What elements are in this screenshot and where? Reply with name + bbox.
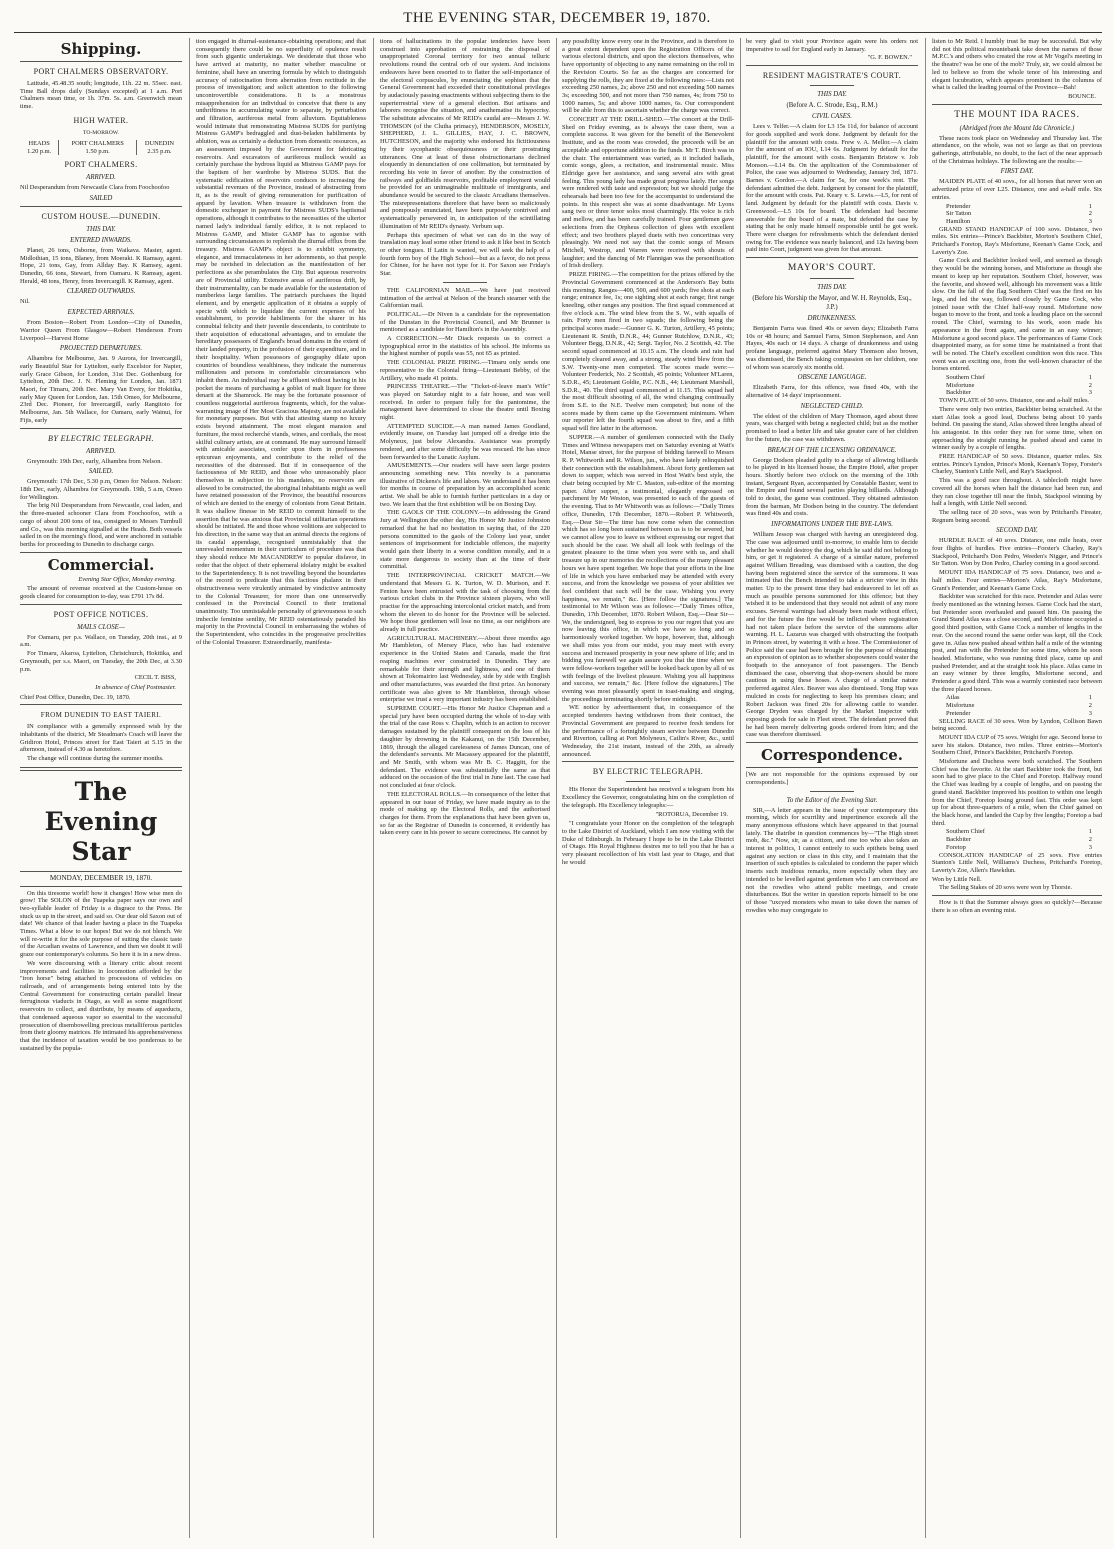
obscene-label: OBSCENE LANGUAGE.	[797, 374, 867, 382]
custom-house-heading: CUSTOM HOUSE.—DUNEDIN.	[41, 211, 161, 221]
races-text: This was a good race throughout. A tablecloth might have covered all the horses when half the distance had been run, and they ran close together till near the finish, Stackpool winning by half a length, with Little Nell second.	[932, 477, 1102, 508]
news-paragraph: POLITICAL.—Dr Niven is a candidate for the representation of the Dunstan in the Provincial Council, and Mr Brunner is mentioned as a candidate for Hamilton's in the Assembly.	[380, 310, 550, 334]
breach-label: BREACH OF THE LICENSING ORDINANCE.	[767, 446, 897, 454]
leader-paragraph: On this tiresome world! how it changes! How wise men do grow! The SOLON of the Tuapeka paper says our own and two-syllable leader of Friday is a disgrace to the Press. He stuck us up in the street, and said so. Our dear old Saxon out of date! We chance of that leader having a place in the Tuapeka Times. What a blow to our hopes! But we do not blench. We will re-write it for the sole purpose of suiting the classic taste of the Arcadian swains of Lawrence, and then we doubt it will graze our contemporary's columns. So here it is in a new dress.	[20, 889, 182, 959]
news-paragraph: THE CALIFORNIAN MAIL.—We have just received intimation of the arrival at Nelson of the branch steamer with the Californian mail.	[380, 286, 550, 310]
result-row	[932, 218, 1102, 226]
column-5	[746, 38, 918, 1538]
rule	[20, 871, 182, 872]
column-divider	[925, 38, 926, 1538]
news-paragraph: AGRICULTURAL MACHINERY.—About three months ago Mr Hambleton, of Mersey Place, who has had extensive experience in the United States and Canada, made the first reaping machines ever constructed in Dunedin. They are remarkable for their strength and lightness, and one of them shown at Tokomairiro last Wednesday, side by side with English and other manufactures, was awarded the first prize. An honorary certificate was also given to Mr Hambleton, through whose enterprise we trust a very important industry has been established.	[380, 634, 550, 704]
leader-paragraph: We were discoursing with a literary critic about recent improvements and facilities in locomotion afforded by the "iron horse" being attached to processions of vehicles on railroads, and of arrangements being entered into by the Central Government for constructing certain parallel linear ferruginous viaducts in Otago, as well as some magnificent reservoirs to collect, and distribute, by means of aqueducts, that condensed aqueous vapor so essential to the successful prosecution of disembowelling precious metalliferous particles from their gloomy matrices. He intimated his apprehensiveness that the incidence of taxation would be too ponderous to be sustained by the popula-	[20, 959, 182, 1052]
second-day-label: SECOND DAY.	[996, 527, 1038, 535]
result-horse: Misfortune	[946, 381, 975, 389]
letter-text: SIR,—A letter appears in the issue of your contemporary this morning, which for scurrility and impertinence exceeds all the many anonymous effusions which have appeared in that journal lately. The diatribe in question commences by—"The High street mob, &c." Now, sir, as a citizen, and one too who also takes an interest in politics, I cannot entirely to such epithets being used against any section or class in this city, and I maintain that the insertion of such epistles is calculated to condemn the paper which inserts such insidious remarks, more especially when they are intended to be levelled against gentlemen who I am convinced are not the rowdies who attend public meetings, and create disturbances. But the writer in question reports himself to be one of those "uxcyed monsters who mean to take down the names of rowdies who may congregate to	[746, 806, 918, 914]
news-paragraph: SUPREME COURT.—His Honor Mr Justice Chapman and a special jury have been occupied during the whole of to-day with the trial of the case Ross v. Chaplin, which is an action to recover damages sustained by the plaintiff consequent on the loss of his daughter by drowning in the Kakanui, on the 15th December, 1869, through the alleged carelessness of James Duncan, one of the defendant's servants. Mr Macassey appeared for the plaintiff, and Mr Smith, with whom was Mr B. C. Haggitt, for the defendant. The evidence was substantially the same as that adduced on the occasion of the first trial in June last. The case had not concluded at four o'clock.	[380, 705, 550, 790]
news-paragraph: THE COLONIAL PRIZE FIRING.—Timaru only sends one representative to the Colonial firing—Lieutenant Bebby, of the Artillery, who made 41 points.	[380, 359, 550, 382]
post-office-heading: POST OFFICE NOTICES.	[53, 609, 149, 619]
result-horse: Southern Chief	[946, 374, 985, 382]
cleared-text: Nil.	[20, 298, 30, 306]
brig-text: The brig Nil Desperandum from Newcastle, coal laden, and the three-masted schooner Clara from Foochoofoo, with a cargo of about 200 tons of tea, consigned to Messrs Turnbull and Co., was this morning signalled at the Heads. Both vessels sailed in on the morning's flood, and were anchored in suitable berths for proceeding to Dunedin to discharge cargo.	[20, 502, 182, 548]
post-signature: In absence of Chief Postmaster.	[95, 683, 176, 691]
rule	[20, 704, 182, 705]
rule	[746, 767, 918, 768]
tide-heading: PORT CHALMERS	[59, 140, 137, 148]
telegraph-heading: BY ELECTRIC TELEGRAPH.	[48, 433, 154, 443]
race-entry: FREE HANDICAP of 50 sovs. Distance, quarter miles. Six entries. Prince's Lyndon, Prince's Monk, Keenan's Topsy, Forster's Charley, Stanton's Little Nell, and Ray's Stackpool.	[932, 453, 1102, 476]
post-signature: CECIL T. BISS,	[134, 674, 176, 682]
races-text: Backbiter was scratched for this race. Pretender and Atlas were freely mentioned as the winning horses. Game Cock had the start, but Pretender soon overhauled and passed him. On passing the Grand Stand Atlas was a close second, and Misfortune occupied a good third position, with Game Cock a number of lengths in the rear. On the second round the same order was kept, till the Cock gave in. Atlas now pushed ahead within half a mile of the winning post, and ran with the Pretender for some time, whom he soon headed. Misfortune, who was running third place, came up and pushed Pretender, and at the straight took his place. Atlas came in an easy winner by three lengths, Misfortune second, and Pretender a good third. This was a warmly contested race between the three placed horses.	[932, 593, 1102, 693]
result-row	[932, 210, 1102, 218]
news-paragraph: PRINCESS THEATRE.—The "Ticket-of-leave man's Wife" was played on Saturday night to a fair house, and was well received. In order to prepare fully for the pantomime, the management have determined to close the theatre until Boxing night.	[380, 383, 550, 422]
column-2	[196, 38, 366, 1538]
news-paragraph: THE GAOLS OF THE COLONY.—In addressing the Grand Jury at Wellington the other day, His Honor Mr Justice Johnston remarked that he had no hesitation in saying that, of the 220 persons committed to the gaols of the Colony last year, under sentences of imprisonment for indictable offences, the majority would gain their liberty in a worse condition morally, and in a state more dangerous to society than at the time of their committal.	[380, 509, 550, 571]
races-text: Misfortune and Duchess were both scratched. The Southern Chief was the favorite. At the start Backbiter took the front, but soon had to give place to the Chief and Foretop. Halfway round the Chief was leading by a couple of lengths, and on passing the grand stand. Backbiter improved his position to within one length from the Chief, Foretop losing ground fast. This order was kept up for about three-quarters of a mile, when the Chief gained on the black horse, and landed the Cup by five lengths; Foretop a bad third.	[932, 758, 1102, 827]
result-place: 2	[1088, 836, 1092, 844]
result-horse: Foretop	[946, 843, 966, 851]
result-horse: Backbiter	[946, 389, 971, 397]
taieri-text: The change will continue during the summer months.	[27, 755, 164, 763]
correspondence-note: [We are not responsible for the opinions expressed by our correspondents.]	[746, 771, 918, 786]
telegraph-heading: BY ELECTRIC TELEGRAPH.	[592, 767, 704, 777]
masthead-rule	[14, 32, 1102, 33]
court-text: Elizabeth Farra, for this offence, was fined 40s, with the alternative of 14 days' imprisonment.	[746, 384, 918, 399]
result-row	[932, 710, 1102, 718]
results-list	[932, 694, 1102, 717]
races-text: These races took place on Wednesday and Thursday last. The attendance, on the whole, was not so large as that on previous gatherings, attributable, no doubt, to the fact of the near approach of the Christmas holidays. The following are the results:—	[932, 134, 1102, 165]
rule	[20, 767, 182, 771]
short-rule	[810, 278, 854, 279]
result-row	[932, 203, 1102, 211]
rm-day-label: THIS DAY.	[817, 91, 847, 99]
result-horse: Atlas	[946, 694, 960, 702]
column-3	[380, 38, 550, 1538]
news-paragraph: Perhaps this specimen of what we can do in the way of translation may lead some other friend to ask it like best in Scotch or other tongues. If Latin is wanted, we will seek the help of a fourth form boy of the High School—but as a favor, do not press for Chinee, for he have not type for it. For Saxon see Friday's Star.	[380, 231, 550, 278]
result-row	[932, 374, 1102, 382]
bye-laws-label: INFORMATIONS UNDER THE BYE-LAWS.	[771, 521, 893, 529]
tel-sailed-label: SAILED.	[88, 468, 114, 476]
result-horse: Hamilton	[946, 217, 971, 225]
post-text: For Oamaru, per p.s. Wallace, on Tuesday, 20th inst., at 9 a.m.	[20, 633, 182, 649]
race-entry: The Selling Stakes of 20 sovs were won by Thorsie.	[939, 884, 1073, 892]
court-text: George Dodson pleaded guilty to a charge of allowing billiards to be played in his licensed house, the Empire Hotel, after proper hours. Shortly before two o'clock on the morning of the 10th instant, Sergeant Ryan, accompanied by Constable Baxter, went to the Empire and found several parties playing billiards. Although told to desist, the game was continued. They obtained admission from the barman, Mr Dodson being in the country. The defendant was fined 40s and costs.	[746, 456, 918, 518]
paper-title: The Evening Star	[44, 776, 158, 866]
projected-text: Alhambra for Melbourne, Jan. 9 Aurora, for Invercargill, early Beautiful Star for Lyttelton, early Excelsior for Napier, early Grace Gibson, for London, 31st Dec. Gothenburg for Lyttelton, 20th Dec. J. N. Fleming for London, Jan. 1871 Maori, for Timaru, 20th Dec. Mary Van Every, for Hokitika, early May Queen for London, Jan. 15th Omeo, for Melbourne, 23rd Dec. Pioneer, for Invercargill, early Rangitoto for Melbourne, Jan. 5th Wallace, for Oamaru, early Wainui, for Fijis, early	[20, 355, 182, 424]
news-paragraph: THE INTERPROVINCIAL CRICKET MATCH.—We understand that Messrs G. K. Turton, W. D. Murison, and F. Fenton have been entrusted with the task of choosing from the various cricket clubs in the Province sixteen players, who will practise for the approaching intercolonial cricket match, and from whom the eleven to do honor for the Province will be selected. We hope those gentlemen will lose no time, as our neighbors are already in full practice.	[380, 572, 550, 634]
mails-close-label: MAILS CLOSE—	[77, 623, 125, 631]
news-paragraph: A CORRECTION.—Mr Diack requests us to correct a typographical error in the statistics of his school. He informs us the highest number of pupils was 55, not 65 as printed.	[380, 335, 550, 358]
leader-continued: tions of hallucinations in the popular tendencies have been construed into approbation of restraining the disposal of unappropriated Coronal territory for two annual telluric revolutions round the central orb of our system. And incisions endeavors have been resorted to to flatter the self-importance of the electoral corpuscules, by enunciating the sophism that the General Government had exceeded their constitutional privileges by audaciously passing enactments without subjecting them to the superterrestrial view of a general election. But artisans and laborers recognise the situation, and anathematise its hypocrisy. The substitute advocates of Mr REID's caudal are—Messrs J. W. THOMSON (of the Clutha primacy), HENDERSON, MOSELY, SHEPHERD, J. L. GILLIES, HAY, J. C. BROWN, HUTCHESON, and the majority who endorsed his fictitiousness by their sycophantic obsequiousness or their prostrating utterances. One at least of these obstructionarians declined eloquently in denunciation of one collimation, but terminated by recording his vote in favor of another. By the construction of railways and goldfields reservoirs, profitable employment would be provided for an unimaginable multitude of immigrants, and abundance would be secured to the classic Arcadians themselves. The misrepresentations therefore that have been so maliciously and pompously enunciated, have been purposely contrived and systematically persevered in, in anticipation of the scintillating illumination of Mr REID's dynasty. Verbum sap.	[380, 38, 550, 230]
expected-text: From Boston—Robert From London—City of Dunedin, Warrior Queen From Glasgow—Robert Henderson From Liverpool—Harvest Home	[20, 319, 182, 342]
tide-heading: HEADS	[28, 139, 50, 147]
news-paragraph: THE ELECTORAL ROLLS.—In consequence of the letter that appeared in our issue of Friday, we have made inquiry as to the mode of making up the Electoral Rolls, and the authorised charges for them. From the explanations that have been given us, so far as the Registrar of Dunedin is concerned, it evidently has taken every care in his power to secure correctness. He cannot by	[380, 790, 550, 837]
result-place: 3	[1088, 709, 1092, 717]
result-place: 3	[1088, 389, 1092, 397]
rule	[746, 65, 918, 66]
result-horse: Pretender	[946, 202, 971, 210]
letter-text: listen to Mr Reid. I humbly trust he may be successful. But why did not this political mountebank take down the names of those M.P.C.'s and others who created the row at Mr Vogel's meeting in the theatre? was he one of the mob? Truly, sir, we could almost be led to believe so from the whole tenor of his interesting and elegant lucubration, which appears prominent in the columns of what is called the leading journal of the Province—Bah!	[932, 38, 1102, 92]
commercial-date: Evening Star Office, Monday evening.	[78, 575, 176, 583]
post-text: For Timaru, Akaroa, Lyttelton, Christchurch, Hokitika, and Greymouth, per s.s. Maori, on Tuesday, the 20th Dec, at 3.30 p.m.	[20, 650, 182, 673]
tide-time: 2.35 p.m.	[136, 148, 182, 156]
court-text: Benjamin Farra was fined 40s or seven days; Elizabeth Farra 10s or 48 hours; and Samuel Farra, Simon Stephenson, and Ann Hayes, 40s each or 14 days. A charge of drunkenness and using profane language, preferred against Mary Thomson also brown, was dismissed, the Bench taking compassion on her children, one of whom was scarcely six months old.	[746, 325, 918, 371]
result-place: 3	[1088, 217, 1092, 225]
race-entry: GRAND STAND HANDICAP of 100 sovs. Distance, two miles. Six entries—Prince's Backbiter, Morton's Southern Chief, Pritchard's Foretop, Ray's Misfortune, Keenan's Game Cock, and Laverty's Zoe.	[932, 225, 1102, 256]
news-paragraph: WE notice by advertisement that, in consequence of the accepted tenderers having withdrawn from their contract, the Provincial Government are prepared to receive fresh tenders for the performance of a fortnightly steam service between Dunedin and Riverton, calling at Port Molyneux, Catlin's River, &c., until Wednesday, the 21st instant, instead of the 20th, as already announced.	[562, 704, 734, 758]
race-entry: MOUNT IDA HANDICAP of 75 sovs. Distance, two and a-half miles. Four entries—Morton's Atlas, Ray's Misfortune, Grant's Pretender, and Keenan's Game Cock.	[932, 569, 1102, 592]
tide-time: 1.50 p.m.	[59, 148, 137, 156]
result-row	[932, 702, 1102, 710]
tel-arrived-text: Greymouth: 19th Dec, early, Alhambra from Nelson.	[27, 457, 162, 465]
entered-inwards-text: Planet, 26 tons, Osborne, from Waikava. Master, agent. Midlothian, 15 tons, Blaney, from Moeraki. K Ramsay, agent. Hope, 21 tons, Gay, from Allday Bay. K Ramsey, agent. Dunedin, 66 tons, Stewart, from Oamaru. K Ramsay, agent. Herald, 48 tons, Henry, from Invercargill. K Ramsay, agent.	[20, 246, 182, 285]
rule	[746, 257, 918, 258]
commercial-heading: Commercial.	[47, 555, 155, 574]
race-entry: MOUNT IDA CUP of 75 sovs. Weight for age. Second horse to save his stakes. Distance, two miles. Three entries—Morton's Southern Chief, Prince's Backbiter, Pritchard's Foretop.	[932, 733, 1102, 757]
court-text: The eldest of the children of Mary Thomson, aged about three years, was charged with being a neglected child; but as the mother promised to lead a better life and take greater care of her children for the future, the case was withdrawn.	[746, 412, 918, 443]
column-4	[562, 38, 734, 1538]
taieri-heading: FROM DUNEDIN TO EAST TAIERI.	[40, 711, 162, 720]
cleared-outwards-label: CLEARED OUTWARDS.	[66, 288, 136, 296]
telegram-dateline: "ROTORUA, December 19.	[655, 810, 728, 818]
court-text: William Jessop was charged with having an unregistered dog. The case was adjourned until to-morrow, to enable him to decide whether he would destroy the dog, which he said did not belong to him, or get it registered. A charge of a similar nature, preferred against William Breading, was dismissed with a caution, the dog having been registered since the service of the summons. It was intimated that the Bench intended to take a stricter view in this matter. Up to the present time they had endeavored to let off as much as possible persons summoned for this offence; but they wished it to be understood that they would not admit of any more excuses. Several warnings had already been made without effect, and for the future the fine would be inflicted where registration had not taken place before the service of the summons after warning. H. L. Lazarus was charged with obstructing the footpath in Princes street, by watering it with a hose. The Commissioner of Police said the case had been brought for the purpose of obtaining an expression of opinion as to whether shopowners could water the footpath to the annoyance of foot passengers. The Bench dismissed the case, observing that shop-owners should be more cautious in using these hoses. A charge of a similar nature preferred against Alex. Beaver was also dismissed. Tong Hup was mulcted in costs for neglecting to keep his premises clean; and Robert Jackson was fined 20s for allowing cattle to wander. George Dryden was charged by the Market Inspector with exposing goods for sale in Fleet street. The defendant proved that he had been merely delivering goods ordered from him; and the case was therefore dismissed.	[746, 531, 918, 739]
this-day-label: THIS DAY.	[86, 225, 116, 233]
race-entry: TOWN PLATE of 50 sovs. Distance, one and a-half miles.	[939, 397, 1090, 405]
rule	[932, 895, 1102, 896]
rule	[20, 206, 182, 207]
races-text: There were only two entries, Backbiter being scratched. At the start Atlas took a good lead, Duchess being about 10 yards behind. On passing the stand, Atlas showed three lengths ahead of his antagonist. In this order they ran for some time, when on approaching the straight running he pushed ahead and came in winner easily by a couple of lengths.	[932, 405, 1102, 452]
result-place: 2	[1088, 702, 1092, 710]
mc-before: (Before his Worship the Mayor, and W. H. Reynolds, Esq., J.P.)	[752, 295, 912, 312]
race-entry: HURDLE RACE of 40 sovs. Distance, one mile heats, over four flights of hurdles. Five entries—Forster's Charley, Ray's Stackpool, Pritchard's Don Pedro, Weeden's Nigger, and Prince's Sir Tatton. Won by Don Pedro, Charley coming in a good second.	[932, 537, 1102, 568]
result-horse: Southern Chief	[946, 828, 985, 836]
leader-continued: tion engaged in diurnal-sustenance-obtaining operations; and that consequently there could be no superfluity of opulence result from such gigantic undertakings. We desiderate that those who have arrived at maturity, no matter whether masculine or feminine, shall have an unerring formula by which to distinguish accuracy of ratiocination from aberration from rectitude in the process of investigation; and solicit attention to the following uncontrovertible considerations. It is a monstrous misapprehension for an individual to conceive that there is any unthriftiness in accumulating water to separate, by perturbation and filtration, auriferous metal from alluvium. Equitableness would intimate that remonstrating Mistress SUDS for purifying Mistress GAMP's bedraggled and dust-beladen habiliments by ablution, was as certainly a deduction from domestic resources, as an assessment imposed by the Government for fabricating reservoirs. And excavators of auriferous mullock would as certainly purchase the hydrous liquid as Mistress GAMP pays for the baptism of her wardrobe by Mistress SUDS. But the systematic edification of reservoirs conduces to increasing the substantial revenues of the Province, instead of abstracting from it, as is the result of giving remuneration for purification of apparel by lavation. When treasure is withdrawn from the domestic exchequer in payment for Mistress SUDS's baptismal operations, although it contributes to the necessities of the ulterior named lady's individual family edifice, it is not replaced to Mistress GAMP, and Mister GAMP has to agonise with surrounding circumstances to replenish the diurnal efflux from the treasury. Mistress GAMP's object is to exhibit symmetry, elegance, and immaculateness in her adornments, so that people may be ravished in delectation as the manifestation of her perfections as she perambulates the City. But aqueous reservoirs are of Provincial utility. Extensive areas of auriferous drift, by their instrumentality, can be made available for the sustentation of numberless large families. The patriarch purchases the liquid element, and by energetic application of it obtains a supply of specie with which to liquidate the current expenses of his establishment, to provide habiliments for the sharer in his connubial felicity and their juvenile descendants, to contribute to their acquisition of educational advantages, and to emulate the hereditary possessors of England's broad domains in the extent of their landed property, in the profusion of their expenditure, and in their hospitality. When possessors of geography dilate upon countries of boundless wealthiness, they indicate the numerous millionaires and persons in comfortable circumstances who inhabit them. An individual may be affluent without having in his pocket the means of purchasing a goblet of malt liquor for three denarii at the Shamrock. He may be the fortunate possessor of countless nuggetorial auriferous fragments, which, for the value-warranting image of Her Most Gracious Majesty, are not available for monetary purposes. But with that attesting stamp no luxury exists beyond attainment. The most elegant mansion and furniture, the most recherché viands, wines, and cordials, the most skilful culinary artists, are at command. He may surround himself with amicable associates, confer upon them in profuseness epicurean enjoyments, and contribute to the relief of the necessities of the distressed. But if in consequence of the factiousness of Mr REID, and those who unreasonably place themselves in subjection to his mandates, no reservoirs are allowed to be constructed, the aboriginal inhabitants might as well have retained possession of the Province, the beautiful resources of which are denied to the energy of colonists from Great Britain. It was shallow finesse in Mr REID to commit himself to the assertion that he was anxious that Provincial utilitarian operations should be initiated. He and those whose volitions are subjected to his direction, in the same way that an animal directs the regions of its caudal appendage, recognised unmistakably that the unrevealed momentum in their curriculum of procedure was that they should reduce Mr MACANDREW to popular disfavor, in order that the object of their ephemeral idolatry might be exalted to the Superintendency. It is not travelling beyond the boundaries of the record to predicate that this factious phalanx in their obstructiveness were virulently animated by vindictive animosity to the Colonial Treasurer, for more than one unreservedly confessed in the Provincial Council to their irrational unanimosity. Too unmistakable personalty of grievousness to such imbecile feminine senility, Mr REID ostentatiously paraded his majority in the Provincial Council in embarrassing the wishes of the Superintendent, who coincides in the progressive proclivities of the Colonial Treasurer. Extraordinarily, manifesta-	[196, 38, 366, 646]
news-paragraph: be very glad to visit your Province again were his orders not imperative to sail for England early in January.	[746, 38, 918, 53]
rule	[20, 552, 182, 553]
news-paragraph: ATTEMPTED SUICIDE.—A man named James Goodland, evidently insane, on Tuesday last jumped off a dredge into the Molyneux, just below Alexandra. Assistance was promptly rendered, and after some difficulty he was rescued. He has since been forwarded to the Lunatic Asylum.	[380, 422, 550, 461]
result-horse: Misfortune	[946, 702, 975, 710]
short-rule	[810, 85, 854, 86]
news-paragraph: His Honor the Superintendent has received a telegram from his Excellency the Governor, congratulating him on the completion of the telegraph. His Excellency telegraphs:—	[562, 786, 734, 809]
result-place: 1	[1088, 202, 1092, 210]
joke-text: How is it that the Summer always goes so quickly?—Because there is so often an evening mist.	[932, 899, 1102, 914]
result-place: 1	[1088, 694, 1092, 702]
column-divider	[556, 38, 557, 1538]
column-1	[20, 38, 182, 1538]
rule	[932, 104, 1102, 105]
news-paragraph: SUPPER.—A number of gentlemen connected with the Daily Times and Witness newspapers met on Saturday evening at Watt's Hotel, Manse street, for the purpose of bidding farewell to Messrs R. P. Whitworth and R. Wilson, jun., who have lately relinquished their connection with the establishment. About forty gentlemen sat down to supper, which was served in Host Watt's best style, the chair being occupied by Mr C. Maston, sub-editor of the morning paper. After supper, a testimonial, elegantly engrossed on parchment by Mr Weston, was presented to each of the guests of the evening. That to Mr Whitworth was as follows:—"Daily Times office, Dunedin, 17th December, 1870.—Robert P. Whitworth, Esq.—Dear Sir—The time has now come when the connection which has so long been sustained between us is to be severed, but we cannot allow you to leave us without expressing our regret that such should be the case. We shall all look with feelings of the greatest pleasure to the time when you were with us, and shall treasure up in our memories the recollections of the many pleasant hours we have spent together. We hope that your efforts in the line of life in which you have embarked may be attended with every success, and from the knowledge we possess of your abilities we feel confident that such will be the case. Wishing you every happiness, we remain," &c. [Here follow the signatures.] The testimonial to Mr Wilson was as follows:—"Daily Times office, Dunedin, 17th December, 1870. Robert Wilson, Esq.—Dear Sir—We, the undersigned, beg to express to you our regret that you are now leaving this office, in which we have so long and so harmoniously worked together. We hope, however, that, although we shall miss you from our midst, you may meet with every success and increased prosperity in your new sphere of life; and in bidding you farewell we again assure you that the time when we were fellow-workers together will be looked back upon by all of us with feelings of the liveliest pleasure. Wishing you all happiness and success, we remain," &c. [Here follow the signatures.] The evening was most pleasantly spent in toast-making and singing, the proceedings terminating shortly before midnight.	[562, 433, 734, 703]
rule	[562, 761, 734, 762]
races-text: The selling race of 20 sovs., was won by Pritchard's Fireater, Regnum being second.	[932, 508, 1102, 524]
rule	[20, 604, 182, 605]
short-rule	[626, 781, 670, 782]
tomorrow-label: TO-MORROW.	[83, 129, 119, 136]
port-chalmers-heading: PORT CHALMERS.	[64, 160, 138, 170]
commercial-text: The amount of revenue received at the Custom-house on goods cleared for consumption to-day, was £791 17s 8d.	[20, 585, 182, 601]
correspondence-heading: Correspondence.	[761, 746, 903, 765]
short-rule	[443, 282, 487, 283]
races-text: Won by Little Nell.	[932, 875, 982, 883]
result-horse: Backbiter	[946, 836, 971, 844]
result-place: 2	[1088, 381, 1092, 389]
correspondence-to: To the Editor of the Evening Star.	[786, 796, 878, 804]
civil-label: CIVIL CASES.	[812, 113, 852, 121]
column-divider	[740, 38, 741, 1538]
taieri-text: IN compliance with a generally expressed wish by the inhabitants of the district, Mr Steadman's Coach will leave the Gridiron Hotel, Princes street for East Taieri at 5.15 in the afternoon, instead of 4.30 as heretofore.	[20, 723, 182, 754]
telegram-signature: "G. F. BOWEN."	[867, 54, 912, 62]
arrived-label: ARRIVED.	[86, 174, 116, 182]
high-water-heading: HIGH WATER.	[73, 115, 129, 125]
first-day-label: FIRST DAY.	[1000, 168, 1034, 176]
race-entry: SELLING RACE of 30 sovs. Won by Lyndon, Collison Bawn being second.	[932, 717, 1102, 733]
rule	[20, 428, 182, 429]
entered-inwards-label: ENTERED INWARDS.	[70, 236, 132, 244]
result-place: 2	[1088, 210, 1092, 218]
races-heading: THE MOUNT IDA RACES.	[954, 109, 1080, 120]
rule	[20, 61, 182, 62]
tel-arrived-label: ARRIVED.	[86, 447, 116, 455]
race-entry: CONSOLATION HANDICAP of 25 sovs. Five entries Stanton's Little Nell, Williams's Duchess, Pritchard's Foretop, Laverty's Zoe, Allen's Hawkdun.	[932, 851, 1102, 874]
paper-date: MONDAY, DECEMBER 19, 1870.	[49, 873, 153, 882]
result-horse: Sir Tatton	[946, 210, 972, 218]
tel-sailed-text: Greymouth: 17th Dec, 5.30 p.m, Omeo for Nelson. Nelson: 18th Dec, early, Alhambra for Greymouth. 19th, 5 a.m, Omeo for Wellington.	[20, 478, 182, 501]
result-row	[932, 836, 1102, 844]
court-text: Lees v. Telfer.—A claim for L3 15s 11d, for balance of account for goods supplied and work done. Judgment by default for the plaintiff for the amount with costs. Frew v. A. Mellor.—A claim for the amount of an IOU, L14 6s. Judgment by default for the plaintiff, for the amount with costs. Benjamin Bristow v. Job Monson.—L14 8s. On the application of the Commissioner of Police, the case was adjourned to Wednesday, January 3rd, 1871. Barnes v. Gordon.—A claim for 5s, for one week's rent. The defendant admitted the debt. Judgment by consent for the plaintiff, for the amount with costs. Pat. Keary v. S. Lewis.—L5, for rent of land. Judgment by default for the plaintiff with costs. Davis v. Greenwood.—L5 10s for board. The defendant had become answerable for the board of a mate, but defended the case by stating that he only made himself responsible until he got work. There were charges for refreshments which the defendant denied owing for. The evidence was nearly balanced, and 12s having been paid into Court, judgment was given for that amount.	[746, 123, 918, 254]
results-list	[932, 374, 1102, 397]
observatory-text: Latitude, 45.48.35 south; longitude, 11h. 22 m. 55sec. east. Time Ball drops daily (Sundays excepted) at 1 a.m. Port Chalmers mean time, or 1h. 37m. 5s. a.m. Greenwich mean time.	[20, 80, 182, 111]
masthead: THE EVENING STAR, DECEMBER 19, 1870.	[403, 10, 711, 26]
race-entry: MAIDEN PLATE of 40 sovs., for all horses that never won an advertized prize of over L25. Distance, one and a-half mile. Six entries.	[932, 178, 1102, 201]
races-text: Game Cock and Backbiter looked well, and seemed as though they would be the winning horses, and Misfortune as though she meant to keep up her reputation. Southern Chief, however, was the favorite, and showed well, although his movement was a little slow. On the fall of the flag Southern Chief was the first on his legs, and led the way, followed closely by Game Cock, who joined issue with the Chief half-way round. Misfortune now began to move to the front, and took a leading place on the second round. The Chief, warming to his work, soon made his appearance in the front again, and came in an easy winner; Misfortune a good second place. The performances of Game Cock disappointed many, as for some time he maintained a front that will be noted. The Chief's excellent condition won this race. This event was an exciting one, from the well-known character of the horses entered.	[932, 257, 1102, 373]
news-paragraph: "I congratulate your Honor on the completion of the telegraph to the Lake District of Auckland, which I am now visiting with the Duke of Edinburgh. In February I hope to be in the Lake District of Otago. His Royal Highness desires me to tell you that he has a very pleasant recollection of his visit last year to Otago, and that he would	[562, 820, 734, 866]
results-list	[932, 203, 1102, 226]
column-divider	[373, 38, 374, 1538]
result-place: 1	[1088, 828, 1092, 836]
tide-time: 1.20 p.m.	[27, 147, 52, 155]
news-paragraph: PRIZE FIRING.—The competition for the prizes offered by the Provincial Government commenced at the Anderson's Bay butts this morning. Ranges—400, 500, and 600 yards; five shots at each range; entrance fee, 1s; one sighting shot at each range; first range kneeling, other ranges any position. The first squad commenced at five o'clock a.m. The wind blew from the S. W., with squalls of rain. Forty men fired in two squads; the following being the principal scores made:—Gunner G. K. Turton, Artillery, 45 points; Lieutenant R. Smith, D.N.R., 44; Gunner Rutchlow, D.N.R., 43; Volunteer Begg, D.N.R., 42; Sergt. Taylor, No. 2 Scottish, 42. The second squad commenced at 10.15 a.m. The clouds and rain had completely cleared away, and a strong, steady wind blew from the S.W. Twenty-one men competed. The scores made were:—Volunteer Frederick, No. 2 Scottish, 45 points; Volunteer M'Laren, S.D.R., 45; Lieutenant Goldie, P.C. N.B., 44; Lieutenant Marshall, S.D.R., 40. The third squad commenced at 11.15. This squad had the most difficult shooting of all, the wind changing continually from S.E. to the N.E. Twelve men competed; but none of the scores made by them came up the Government minimum. When our reporter left the fourth squad was about to fire, and a fifth squad will fire latter in the afternoon.	[562, 271, 734, 433]
mayors-court-heading: MAYOR'S COURT.	[787, 263, 877, 274]
mc-day-label: THIS DAY.	[817, 284, 847, 292]
tide-table	[20, 140, 182, 155]
result-horse: Pretender	[946, 709, 971, 717]
rm-before: (Before A. C. Strode, Esq., R.M.)	[786, 102, 878, 110]
short-rule	[810, 791, 854, 792]
result-place: 1	[1088, 374, 1092, 382]
news-paragraph: AMUSEMENTS.—Our readers will have seen large posters announcing something new. This novelty is a panorama illustrative of Dickens's life and labors. We understand it has been for months in course of preparation by an accomplished scenic artist. We shall be able to furnish further particulars in a day or two. We learn that the first exhibition will be on Boxing Day.	[380, 462, 550, 508]
letter-signature: BOUNCE.	[1068, 92, 1096, 100]
result-place: 3	[1088, 843, 1092, 851]
rule	[20, 886, 182, 887]
result-row	[932, 844, 1102, 852]
news-paragraph: any possibility know every one in the Province, and is therefore to a great extent dependent upon the Registration Officers of the various electoral districts, and upon the electors themselves, who have opportunity of objecting to any name remaining on the roll in the Revision Courts. So far as the charges are concerned for supplying the rolls, they are fixed at the following rates:—Lists not exceeding 250 names, 2s; above 250 and not exceeding 500 names 3s; exceeding 500, and not more than 750 names, 4s; from 750 to 1000 names, 5s; and above 1000 names, 6s. Our correspondent will be able from this to ascertain whether the charge was correct.	[562, 38, 734, 115]
column-6	[932, 38, 1102, 1538]
post-office-date: Chief Post Office, Dunedin, Dec. 19, 1870.	[20, 693, 131, 701]
result-row	[932, 694, 1102, 702]
result-row	[932, 389, 1102, 397]
races-source: (Abridged from the Mount Ida Chronicle.)	[959, 124, 1075, 132]
news-paragraph: CONCERT AT THE DRILL-SHED.—The concert at the Drill-Shed on Friday evening, as is always the case there, was a complete success. It was given for the benefit of the Benevolent Institute, and as the room was crowded, the proceeds will be an acceptable and opportune addition to the funds. Mr T. Birch was in the chair. The entertainment was varied, as it included ballads, comic songs, glees, a recitation, and instrumental music. Miss Eldridge gave her assistance, and sang several airs with great feeling. This young lady has made great progress lately. Her songs were rendered with taste and expression; but we should judge the rehearsals had been too few for the accompanist to understand the points. In this respect she was at some disadvantage. Mr Lyons sang two or three tenor solos most charmingly. His voice is rich and mellow, and has been carefully trained. Four gentlemen gave selections from the Orpheus collection of glees with excellent effect; and two brothers played duets with two concertinas very pleasingly. We need not say that the comic songs of Messrs Mitchell, Westrop, and Warren were received with shouts of laughter; and the dancing of Mr Flannigan was the personification of Irish drollery.	[562, 116, 734, 270]
expected-label: EXPECTED ARRIVALS.	[67, 309, 135, 317]
drunkenness-label: DRUNKENNESS.	[807, 315, 857, 323]
rm-court-heading: RESIDENT MAGISTRATE'S COURT.	[762, 71, 902, 81]
column-divider	[189, 38, 190, 1538]
tide-heading: DUNEDIN	[136, 140, 182, 148]
sailed-label: SAILED	[89, 194, 113, 202]
projected-label: PROJECTED DEPARTURES.	[59, 345, 143, 353]
neglected-label: NEGLECTED CHILD.	[800, 402, 864, 410]
result-row	[932, 382, 1102, 390]
rule	[746, 742, 918, 743]
result-row	[932, 828, 1102, 836]
observatory-heading: PORT CHALMERS OBSERVATORY.	[33, 67, 169, 76]
shipping-heading: Shipping.	[60, 40, 142, 58]
results-list	[932, 828, 1102, 851]
arrived-text: Nil Desperandum from Newcastle Clara from Foochoofoo	[20, 184, 170, 192]
